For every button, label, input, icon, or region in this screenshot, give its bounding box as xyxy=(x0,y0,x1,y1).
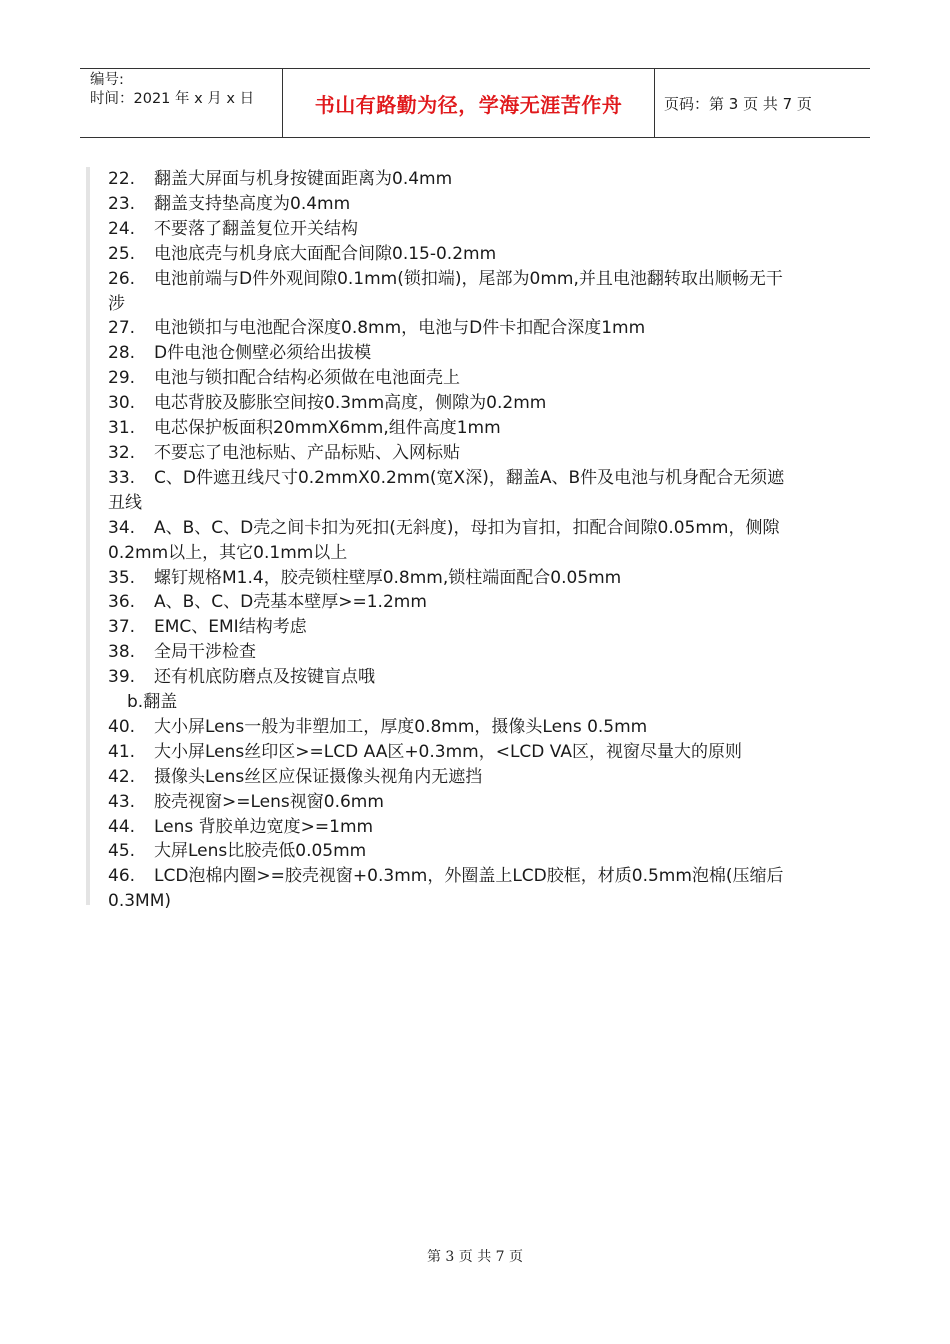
list-item xyxy=(108,566,848,591)
item-text: 大屏Lens比胶壳低0.05mm xyxy=(154,841,367,862)
list-item xyxy=(108,242,848,267)
header-page-info xyxy=(655,69,870,137)
item-text: A、B、C、D壳基本壁厚>=1.2mm xyxy=(154,592,427,613)
list-item xyxy=(108,815,848,840)
list-item xyxy=(108,765,848,790)
item-text: 不要忘了电池标贴、产品标贴、入网标贴 xyxy=(154,442,460,463)
item-number: 43. xyxy=(108,791,136,812)
item-text: 全局干涉检查 xyxy=(154,642,256,663)
item-number: 29. xyxy=(108,368,136,389)
item-number: 27. xyxy=(108,318,136,339)
date-line: 时间：2021 年 x 月 x 日 xyxy=(90,91,255,107)
item-list xyxy=(108,167,848,690)
item-number: 40. xyxy=(108,716,136,737)
item-number: 25. xyxy=(108,243,136,264)
header-table xyxy=(80,68,870,138)
item-text: D件电池仓侧壁必须给出拔模 xyxy=(154,343,372,364)
item-number: 38. xyxy=(108,642,136,663)
item-text: 螺钉规格M1.4，胶壳锁柱壁厚0.8mm,锁柱端面配合0.05mm xyxy=(154,567,622,588)
list-item xyxy=(108,839,848,864)
item-number: 22. xyxy=(108,169,136,189)
list-item xyxy=(108,192,848,217)
list-item xyxy=(108,615,848,640)
serial-label: 编号: xyxy=(90,72,124,88)
list-item xyxy=(108,441,848,466)
item-number: 31. xyxy=(108,418,136,439)
item-number: 24. xyxy=(108,218,136,239)
item-list-2 xyxy=(108,715,848,908)
item-text: 大小屏Lens丝印区>=LCD AA区+0.3mm，<LCD VA区，视窗尽量大的原则 xyxy=(154,741,742,762)
item-number: 35. xyxy=(108,567,136,588)
list-item xyxy=(108,267,848,292)
item-text: LCD泡棉内圈>=胶壳视窗+0.3mm，外圈盖上LCD胶框，材质0.5mm泡棉(压缩后 xyxy=(154,866,784,887)
list-item xyxy=(108,466,848,491)
list-item xyxy=(108,640,848,665)
item-text: Lens 背胶单边宽度>=1mm xyxy=(154,816,374,837)
item-number: 28. xyxy=(108,343,136,364)
item-text: EMC、EMI结构考虑 xyxy=(154,617,307,638)
item-number: 26. xyxy=(108,268,136,289)
item-number: 42. xyxy=(108,766,136,787)
item-number: 33. xyxy=(108,467,136,488)
item-number: 36. xyxy=(108,592,136,613)
item-number: 45. xyxy=(108,841,136,862)
item-number: 30. xyxy=(108,393,136,414)
list-item xyxy=(108,665,848,690)
footer-page: 第 3 页 共 7 页 xyxy=(426,1249,524,1265)
item-text: 大小屏Lens一般为非塑加工，厚度0.8mm，摄像头Lens 0.5mm xyxy=(154,716,648,737)
item-text: 电芯背胶及膨胀空间按0.3mm高度，侧隙为0.2mm xyxy=(154,393,547,414)
item-number: 46. xyxy=(108,866,136,887)
item-number: 37. xyxy=(108,617,136,638)
item-text: 不要落了翻盖复位开关结构 xyxy=(154,218,358,239)
item-number: 44. xyxy=(108,816,136,837)
item-continuation: 涉 xyxy=(108,293,125,314)
document-body xyxy=(108,167,848,908)
item-number: 23. xyxy=(108,193,136,214)
item-text: 翻盖大屏面与机身按键面距离为0.4mm xyxy=(154,169,453,189)
item-number: 41. xyxy=(108,741,136,762)
item-number: 39. xyxy=(108,667,136,688)
item-text: 电池锁扣与电池配合深度0.8mm，电池与D件卡扣配合深度1mm xyxy=(154,318,646,339)
item-number: 32. xyxy=(108,442,136,463)
motto: 书山有路勤为径，学海无涯苦作舟 xyxy=(314,92,623,117)
item-text: 电池与锁扣配合结构必须做在电池面壳上 xyxy=(154,368,460,389)
list-item xyxy=(108,167,848,192)
item-text: 还有机底防磨点及按键盲点哦 xyxy=(154,667,375,688)
item-continuation: 0.2mm以上，其它0.1mm以上 xyxy=(108,542,348,563)
page-info: 页码：第 3 页 共 7 页 xyxy=(664,94,812,113)
list-item xyxy=(108,715,848,740)
list-item xyxy=(108,416,848,441)
list-item xyxy=(108,590,848,615)
header-meta xyxy=(80,69,282,137)
item-continuation: 丑线 xyxy=(108,492,142,513)
list-item xyxy=(108,366,848,391)
subheading: b.翻盖 xyxy=(127,692,178,713)
list-item xyxy=(108,341,848,366)
item-continuation: 0.3MM) xyxy=(108,891,172,908)
item-text: C、D件遮丑线尺寸0.2mmX0.2mm(宽X深)，翻盖A、B件及电池与机身配合无须遮 xyxy=(154,467,785,488)
list-item xyxy=(108,516,848,541)
list-item xyxy=(108,316,848,341)
page-footer xyxy=(0,1246,950,1266)
item-text: 电芯保护板面积20mmX6mm,组件高度1mm xyxy=(154,418,501,439)
item-text: 摄像头Lens丝区应保证摄像头视角内无遮挡 xyxy=(154,766,483,787)
left-edge-bar xyxy=(86,167,90,905)
list-item xyxy=(108,740,848,765)
list-item xyxy=(108,790,848,815)
item-text: 翻盖支持垫高度为0.4mm xyxy=(154,193,351,214)
list-item xyxy=(108,864,848,889)
item-text: 电池底壳与机身底大面配合间隙0.15-0.2mm xyxy=(154,243,497,264)
item-number: 34. xyxy=(108,517,136,538)
item-text: 胶壳视窗>=Lens视窗0.6mm xyxy=(154,791,384,812)
item-text: 电池前端与D件外观间隙0.1mm(锁扣端)，尾部为0mm,并且电池翻转取出顺畅无干 xyxy=(154,268,783,289)
list-item xyxy=(108,217,848,242)
item-text: A、B、C、D壳之间卡扣为死扣(无斜度)，母扣为盲扣，扣配合间隙0.05mm，侧隙 xyxy=(154,517,780,538)
header-motto-cell xyxy=(282,69,655,137)
list-item xyxy=(108,391,848,416)
